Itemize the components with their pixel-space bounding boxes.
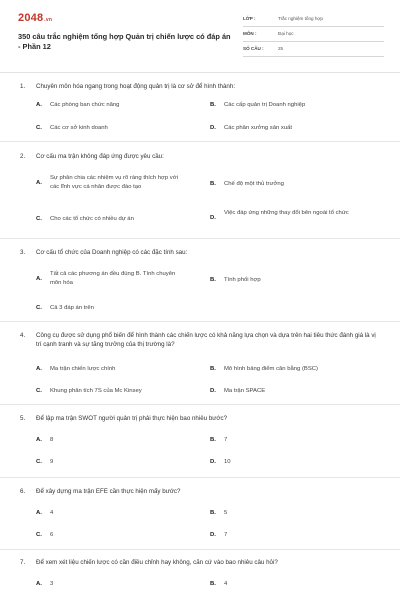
question-2 xyxy=(20,152,382,222)
option-text: 7 xyxy=(224,437,228,443)
option-label: B. xyxy=(210,581,216,587)
option-label: A. xyxy=(36,180,42,186)
meta-value: Trắc nghiệm tổng hợp xyxy=(278,16,323,21)
question-1 xyxy=(20,82,382,131)
meta-key: SỐ CÂU : xyxy=(243,46,264,51)
question-number: 5. xyxy=(20,415,26,422)
option-label: A. xyxy=(36,102,42,108)
question-stem: Để lập ma trận SWOT người quản trị phải thực hiện bao nhiêu bước? xyxy=(36,415,228,422)
option-text: 5 xyxy=(224,510,228,516)
question-number: 7. xyxy=(20,559,26,566)
option-a[interactable] xyxy=(36,365,206,374)
question-divider xyxy=(0,404,400,405)
option-b[interactable] xyxy=(210,180,380,189)
option-text: Ma trận chiến lược chính xyxy=(50,366,116,372)
question-divider xyxy=(0,321,400,322)
question-divider xyxy=(0,141,400,142)
question-text xyxy=(20,152,382,161)
meta-value: Đại học xyxy=(278,31,294,36)
question-number: 1. xyxy=(20,83,26,90)
question-6 xyxy=(20,487,382,538)
option-b[interactable] xyxy=(210,509,380,518)
option-a[interactable] xyxy=(36,101,206,110)
question-number: 2. xyxy=(20,153,26,160)
logo-text: 2048 xyxy=(18,12,44,24)
option-label: B. xyxy=(210,437,216,443)
option-label: C. xyxy=(36,459,42,465)
meta-key: LỚP : xyxy=(243,16,256,21)
option-label: C. xyxy=(36,216,42,222)
option-label: D. xyxy=(210,459,216,465)
option-text: Các phân xưởng sản xuất xyxy=(224,125,293,131)
question-text xyxy=(20,248,382,257)
option-label: C. xyxy=(36,125,42,131)
option-b[interactable] xyxy=(210,365,380,374)
option-label: B. xyxy=(210,277,216,283)
option-label: C. xyxy=(36,388,42,394)
question-4 xyxy=(20,331,382,394)
meta-class xyxy=(243,12,384,27)
option-label: B. xyxy=(210,366,216,372)
option-a[interactable] xyxy=(36,580,206,589)
option-b[interactable] xyxy=(210,101,380,110)
question-7 xyxy=(20,558,382,587)
question-3 xyxy=(20,248,382,311)
option-c[interactable] xyxy=(36,531,206,540)
option-label: D. xyxy=(210,532,216,538)
option-text: 9 xyxy=(50,459,54,465)
question-divider xyxy=(0,477,400,478)
option-d[interactable] xyxy=(210,458,380,467)
question-text xyxy=(20,414,382,423)
option-text: 8 xyxy=(50,437,54,443)
question-text xyxy=(20,82,382,91)
question-number: 3. xyxy=(20,249,26,256)
option-c[interactable] xyxy=(36,458,206,467)
option-c[interactable] xyxy=(36,304,206,313)
option-b[interactable] xyxy=(210,580,380,589)
document-meta xyxy=(243,12,384,57)
option-text: Mô hình bảng điểm cân bằng (BSC) xyxy=(224,366,318,372)
document-title: 350 câu trắc nghiệm tổng hợp Quản trị chiến lược có đáp án - Phần 12 xyxy=(18,32,231,51)
site-logo[interactable] xyxy=(18,12,52,24)
option-label: B. xyxy=(210,510,216,516)
question-5 xyxy=(20,414,382,465)
question-stem: Cơ cấu tổ chức của Doanh nghiệp có các đặc tính sau: xyxy=(36,249,188,256)
document-header xyxy=(18,12,384,66)
option-text: 4 xyxy=(224,581,228,587)
option-label: A. xyxy=(36,510,42,516)
option-c[interactable] xyxy=(36,387,206,396)
question-number: 4. xyxy=(20,332,26,339)
question-number: 6. xyxy=(20,488,26,495)
option-a[interactable] xyxy=(36,436,206,445)
option-text: Khung phân tích 7S của Mc Kinsey xyxy=(50,388,142,394)
option-text: Tất cả các phương án đều đúng B. Tính chuyên môn hóa xyxy=(50,271,176,286)
option-text: Cả 3 đáp án trên xyxy=(50,305,94,311)
question-stem: Công cụ được sử dụng phổ biến để hình thành các chiến lược có khả năng lựa chọn và dựa trên hai tiêu thức đánh giá là vị trí cạnh tranh và sự tăng trưởng của thị trường là? xyxy=(36,332,376,348)
option-label: C. xyxy=(36,532,42,538)
option-text: Các cấp quản trị Doanh nghiệp xyxy=(224,102,306,108)
option-c[interactable] xyxy=(36,215,206,224)
option-label: C. xyxy=(36,305,42,311)
option-text: Các phòng ban chức năng xyxy=(50,102,120,108)
meta-key: MÔN : xyxy=(243,31,257,36)
option-b[interactable] xyxy=(210,276,380,285)
question-stem: Cơ cấu ma trận không đáp ứng được yêu cầu: xyxy=(36,153,164,160)
question-stem: Để xem xét liệu chiến lược có cần điều chỉnh hay không, căn cứ vào bao nhiêu câu hỏi? xyxy=(36,559,278,566)
option-label: D. xyxy=(210,215,216,221)
option-b[interactable] xyxy=(210,436,380,445)
option-text: 4 xyxy=(50,510,54,516)
option-label: A. xyxy=(36,366,42,372)
option-text: Việc đáp ứng những thay đổi bên ngoài tổ chức xyxy=(224,210,349,216)
question-divider xyxy=(0,549,400,550)
header-divider xyxy=(0,72,400,73)
meta-question-count xyxy=(243,42,384,57)
question-stem: Để xây dựng ma trận EFE cần thực hiện mấy bước? xyxy=(36,488,181,495)
option-c[interactable] xyxy=(36,124,206,133)
option-d[interactable] xyxy=(210,124,380,133)
logo-suffix: .vn xyxy=(44,17,53,23)
option-text: Chế độ một thủ trưởng xyxy=(224,181,284,187)
option-text: Các cơ sở kinh doanh xyxy=(50,125,108,131)
option-text: Cho các tổ chức có nhiều dự án xyxy=(50,216,134,222)
option-label: B. xyxy=(210,102,216,108)
meta-subject xyxy=(243,27,384,42)
option-d[interactable] xyxy=(210,209,380,221)
option-a[interactable] xyxy=(36,270,206,287)
question-stem: Chuyên môn hóa ngang trong hoạt động quản trị là cơ sở để hình thành: xyxy=(36,83,236,90)
question-text xyxy=(20,331,382,349)
option-d[interactable] xyxy=(210,531,380,540)
option-text: 10 xyxy=(224,459,231,465)
option-label: A. xyxy=(36,437,42,443)
option-label: D. xyxy=(210,388,216,394)
question-text xyxy=(20,487,382,496)
question-text xyxy=(20,558,382,567)
option-label: B. xyxy=(210,181,216,187)
option-label: D. xyxy=(210,125,216,131)
question-divider xyxy=(0,238,400,239)
option-text: Tính phối hợp xyxy=(224,277,261,283)
option-text: Ma trận SPACE xyxy=(224,388,266,394)
option-a[interactable] xyxy=(36,509,206,518)
option-a[interactable] xyxy=(36,174,206,191)
option-text: Sự phân chia các nhiệm vụ rõ ràng thích hợp với các lĩnh vực cá nhân được đào tạo xyxy=(50,175,178,190)
option-text: 7 xyxy=(224,532,228,538)
option-label: A. xyxy=(36,276,42,282)
option-text: 6 xyxy=(50,532,54,538)
option-text: 3 xyxy=(50,581,54,587)
meta-value: 25 xyxy=(278,46,284,51)
option-d[interactable] xyxy=(210,387,380,396)
option-label: A. xyxy=(36,581,42,587)
